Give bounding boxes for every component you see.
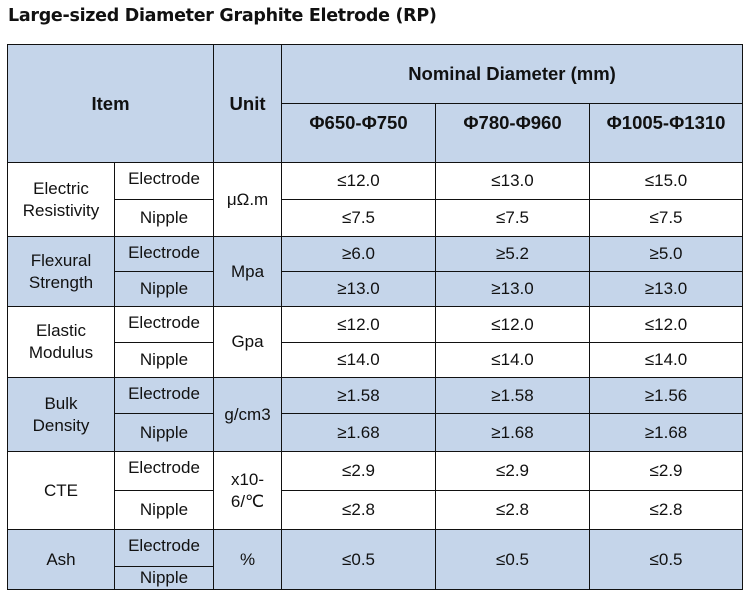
electrode-value: ≤12.0 bbox=[282, 163, 436, 200]
property-name: CTE bbox=[8, 452, 115, 530]
nipple-label: Nipple bbox=[115, 567, 214, 590]
electrode-value: ≥1.58 bbox=[436, 378, 590, 414]
electrode-value: ≤2.9 bbox=[590, 452, 743, 491]
electrode-value: ≤2.9 bbox=[436, 452, 590, 491]
value-cell: ≤0.5 bbox=[282, 530, 436, 590]
nipple-value: ≥13.0 bbox=[436, 272, 590, 307]
electrode-label: Electrode bbox=[115, 452, 214, 491]
unit: % bbox=[214, 530, 282, 590]
unit: g/cm3 bbox=[214, 378, 282, 452]
header-item: Item bbox=[8, 45, 214, 163]
unit: μΩ.m bbox=[214, 163, 282, 237]
table-row bbox=[8, 491, 743, 530]
nipple-value: ≤14.0 bbox=[436, 343, 590, 378]
electrode-label: Electrode bbox=[115, 237, 214, 272]
table-row bbox=[8, 530, 743, 567]
table-row bbox=[8, 200, 743, 237]
nipple-value: ≥13.0 bbox=[282, 272, 436, 307]
header-diameter: Φ650-Φ750 bbox=[282, 104, 436, 163]
unit: Mpa bbox=[214, 237, 282, 307]
nipple-label: Nipple bbox=[115, 414, 214, 452]
electrode-label: Electrode bbox=[115, 378, 214, 414]
spec-table bbox=[7, 44, 743, 590]
nipple-label: Nipple bbox=[115, 491, 214, 530]
header-diameter: Φ1005-Φ1310 bbox=[590, 104, 743, 163]
property-name: Elastic Modulus bbox=[8, 307, 115, 378]
property-name: Bulk Density bbox=[8, 378, 115, 452]
nipple-value: ≤2.8 bbox=[436, 491, 590, 530]
table-row bbox=[8, 378, 743, 414]
nipple-value: ≥1.68 bbox=[590, 414, 743, 452]
electrode-value: ≤12.0 bbox=[436, 307, 590, 343]
electrode-label: Electrode bbox=[115, 530, 214, 567]
electrode-value: ≤12.0 bbox=[282, 307, 436, 343]
table-row bbox=[8, 237, 743, 272]
nipple-value: ≥1.68 bbox=[436, 414, 590, 452]
unit: Gpa bbox=[214, 307, 282, 378]
electrode-label: Electrode bbox=[115, 163, 214, 200]
nipple-value: ≤14.0 bbox=[590, 343, 743, 378]
nipple-value: ≤7.5 bbox=[590, 200, 743, 237]
property-name: Electric Resistivity bbox=[8, 163, 115, 237]
value-cell: ≤0.5 bbox=[590, 530, 743, 590]
unit: x10- 6/℃ bbox=[214, 452, 282, 530]
nipple-value: ≤2.8 bbox=[590, 491, 743, 530]
header-nominal-diameter: Nominal Diameter (mm) bbox=[282, 45, 743, 104]
electrode-value: ≥1.56 bbox=[590, 378, 743, 414]
electrode-label: Electrode bbox=[115, 307, 214, 343]
nipple-value: ≥13.0 bbox=[590, 272, 743, 307]
nipple-value: ≤7.5 bbox=[282, 200, 436, 237]
header-unit: Unit bbox=[214, 45, 282, 163]
nipple-value: ≤2.8 bbox=[282, 491, 436, 530]
table-row bbox=[8, 307, 743, 343]
electrode-value: ≤13.0 bbox=[436, 163, 590, 200]
electrode-value: ≥1.58 bbox=[282, 378, 436, 414]
property-name: Flexural Strength bbox=[8, 237, 115, 307]
nipple-value: ≤7.5 bbox=[436, 200, 590, 237]
nipple-label: Nipple bbox=[115, 200, 214, 237]
nipple-value: ≥1.68 bbox=[282, 414, 436, 452]
electrode-value: ≤15.0 bbox=[590, 163, 743, 200]
electrode-value: ≤12.0 bbox=[590, 307, 743, 343]
electrode-value: ≥5.2 bbox=[436, 237, 590, 272]
header-diameter: Φ780-Φ960 bbox=[436, 104, 590, 163]
table-row bbox=[8, 343, 743, 378]
electrode-value: ≥5.0 bbox=[590, 237, 743, 272]
nipple-label: Nipple bbox=[115, 343, 214, 378]
nipple-label: Nipple bbox=[115, 272, 214, 307]
property-name: Ash bbox=[8, 530, 115, 590]
nipple-value: ≤14.0 bbox=[282, 343, 436, 378]
table-row bbox=[8, 452, 743, 491]
table-row bbox=[8, 414, 743, 452]
table-row bbox=[8, 163, 743, 200]
value-cell: ≤0.5 bbox=[436, 530, 590, 590]
electrode-value: ≥6.0 bbox=[282, 237, 436, 272]
page-title: Large-sized Diameter Graphite Eletrode (RP) bbox=[8, 6, 437, 26]
electrode-value: ≤2.9 bbox=[282, 452, 436, 491]
table-row bbox=[8, 272, 743, 307]
